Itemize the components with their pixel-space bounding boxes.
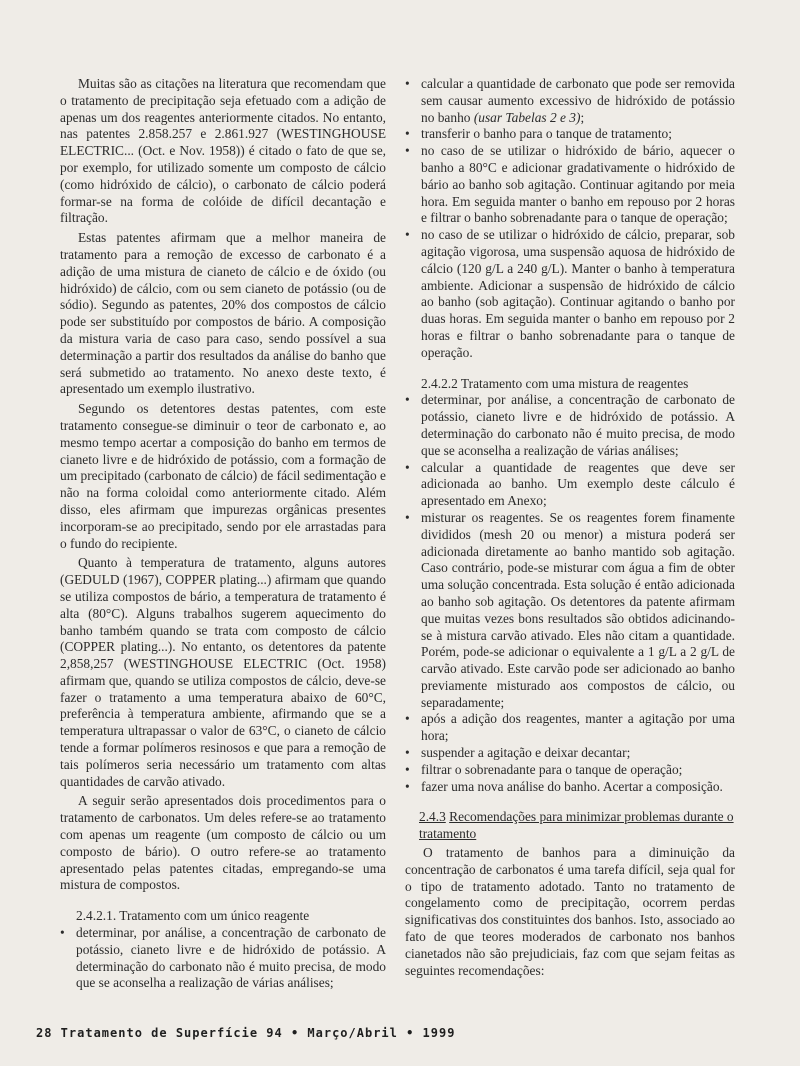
list-item: • após a adição dos reagentes, manter a agitação por uma hora; [405,711,735,745]
list-item: • calcular a quantidade de reagentes que deve ser adicionada ao banho. Um exemplo deste cálculo é apresentado em Anexo; [405,460,735,510]
list-item: • filtrar o sobrenadante para o tanque de operação; [405,762,735,779]
list-item [405,76,735,126]
punctuation: ; [580,109,585,125]
paragraph: Estas patentes afirmam que a melhor maneira de tratamento para a remoção de excesso de carbonato é a adição de uma mistura de cianeto de cálcio e de óxido (ou hidróxido) de cálcio, com ou sem cianeto de potássio (ou de sódio). Segundo as patentes, 20% dos compostos de cálcio pode ser substituído por compostos de bário. A composição da mistura varia de caso para caso, sendo possível a sua determinação a partir dos resultados da análise do banho que será submetido ao tratamento. No anexo deste texto, é apresentado um exemplo ilustrativo. [60,230,386,397]
paragraph: O tratamento de banhos para a diminuição da concentração de carbonatos é uma tarefa difícil, seja qual for o tipo de tratamento adotado. Tanto no tratamento de congelamento como de precipitação, ocorrem perdas significativas dos constituintes dos banhos. Isto, associado ao fato de que teores moderados de carbonato nos banhos cianetados não são prejudiciais, faz com que sejam feitas as seguintes recomendações: [405,845,735,978]
list-item: • no caso de se utilizar o hidróxido de bário, aquecer o banho a 80°C e adicionar gradativamente o hidróxido de bário ao banho sob agitação. Continuar agitando por meia hora. Em seguida manter o banho em repouso por 2 horas e filtrar o banho sobrenadante para o tanque de operação; [405,143,735,227]
list-item: • determinar, por análise, a concentração de carbonato de potássio, cianeto livre e de hidróxido de potássio. A determinação do carbonato não é muito precisa, de modo que se aconselha a realização de várias análises; [405,392,735,459]
list-item: • fazer uma nova análise do banho. Acertar a composição. [405,779,735,796]
list-item: • misturar os reagentes. Se os reagentes forem finamente divididos (mesh 20 ou menor) a mistura poderá ser adicionada diretamente ao banho mantido sob agitação. Caso contrário, pode-se misturar com água a fim de obter uma solução concentrada. Esta solução é então adicionada ao banho sob agitação. Os detentores da patente afirmam que muitas vezes bons resultados são obtidos adicinando-se à mistura carvão ativado. Eles não citam a quantidade. Porém, pode-se adicionar o equivalente a 1 g/L a 2 g/L de carvão ativado. Este carvão pode ser adicionado ao banho previamente misturado aos compostos de cálcio, ou separadamente; [405,510,735,712]
bullet-list [405,76,735,362]
table-reference: (usar Tabelas 2 e 3) [473,109,581,125]
bullet-list [60,925,386,992]
section-heading-2421: 2.4.2.1. Tratamento com um único reagente [76,908,310,924]
page-footer: 28 Tratamento de Superfície 94 • Março/Abril • 1999 [36,1026,456,1040]
left-column [60,76,386,992]
paragraph: A seguir serão apresentados dois procedimentos para o tratamento de carbonatos. Um deles refere-se ao tratamento com apenas um reagente (um composto de cálcio ou um composto de bário). O outro refere-se ao tratamento apresentado pelas patentes citadas, empregando-se uma mistura de compostos. [60,793,386,893]
section-number: 2.4.3 [419,809,446,825]
list-item: • transferir o banho para o tanque de tratamento; [405,126,735,143]
section-title: Recomendações para minimizar problemas durante o tratamento [419,809,734,842]
right-column [405,76,735,979]
paragraph: Segundo os detentores destas patentes, com este tratamento consegue-se diminuir o teor de carbonato e, ao mesmo tempo acertar a composição do banho em termos de cianeto livre e de hidróxido de potássio, com a formação de um precipitado (carbonato de cálcio) de fácil sedimentação e não na forma coloidal como anteriormente citado. Além disso, eles afirmam que impurezas orgânicas presentes incorporam-se ao precipitado, sendo por ele arrastadas para o fundo do recipiente. [60,401,386,551]
list-item-text: calcular a quantidade de carbonato que pode ser removida sem causar aumento excessivo de hidróxido de potássio no banho [421,76,735,125]
paragraph: Quanto à temperatura de tratamento, alguns autores (GEDULD (1967), COPPER plating...) afirmam que quando se utiliza compostos de bário, a temperatura de tratamento é alta (80°C). Alguns trabalhos sugerem aquecimento do banho também quando se trata com composto de cálcio (COPPER plating...). No entanto, os detentores da patente 2,858,257 (WESTINGHOUSE ELECTRIC (Oct. 1958) afirmam que, quando se utiliza compostos de cálcio, deve-se fazer o tratamento a uma temperatura abaixo de 60°C, preferência à temperatura ambiente, afirmando que se a temperatura ultrapassar o valor de 63°C, o cianeto de cálcio tende a formar polímeros resinosos e que para a remoção de tais polímeros seria necessário um tratamento com altas quantidades de carvão ativado. [60,555,386,789]
list-item: • determinar, por análise, a concentração de carbonato de potássio, cianeto livre e de hidróxido de potássio. A determinação do carbonato não é muito precisa, de modo que se aconselha a realização de várias análises; [60,925,386,992]
list-item: • suspender a agitação e deixar decantar; [405,745,735,762]
section-heading-243 [419,809,735,843]
list-item: • no caso de se utilizar o hidróxido de cálcio, preparar, sob agitação vigorosa, uma suspensão aquosa de hidróxido de cálcio (120 g/L a 240 g/L). Manter o banho à temperatura ambiente. Adicionar a suspensão de hidróxido de cálcio ao banho (sob agitação). Continuar agitando o banho por duas horas. Em seguida manter o banho em repouso por 2 horas e filtrar o banho sobrenadante para o tanque de operação. [405,227,735,361]
bullet-list [405,392,735,795]
section-heading-2422: 2.4.2.2 Tratamento com uma mistura de reagentes [421,375,689,391]
paragraph: Muitas são as citações na literatura que recomendam que o tratamento de precipitação seja efetuado com a adição de apenas um dos reagentes anteriormente citados. No entanto, nas patentes 2.858.257 e 2.861.927 (WESTINGHOUSE ELECTRIC... (Oct. e Nov. 1958)) é citado o fato de que se, por exemplo, for utilizado somente um composto de cálcio (como hidróxido de cálcio), o carbonato de cálcio poderá formar-se na forma de colóide de difícil decantação e filtração. [60,76,386,226]
